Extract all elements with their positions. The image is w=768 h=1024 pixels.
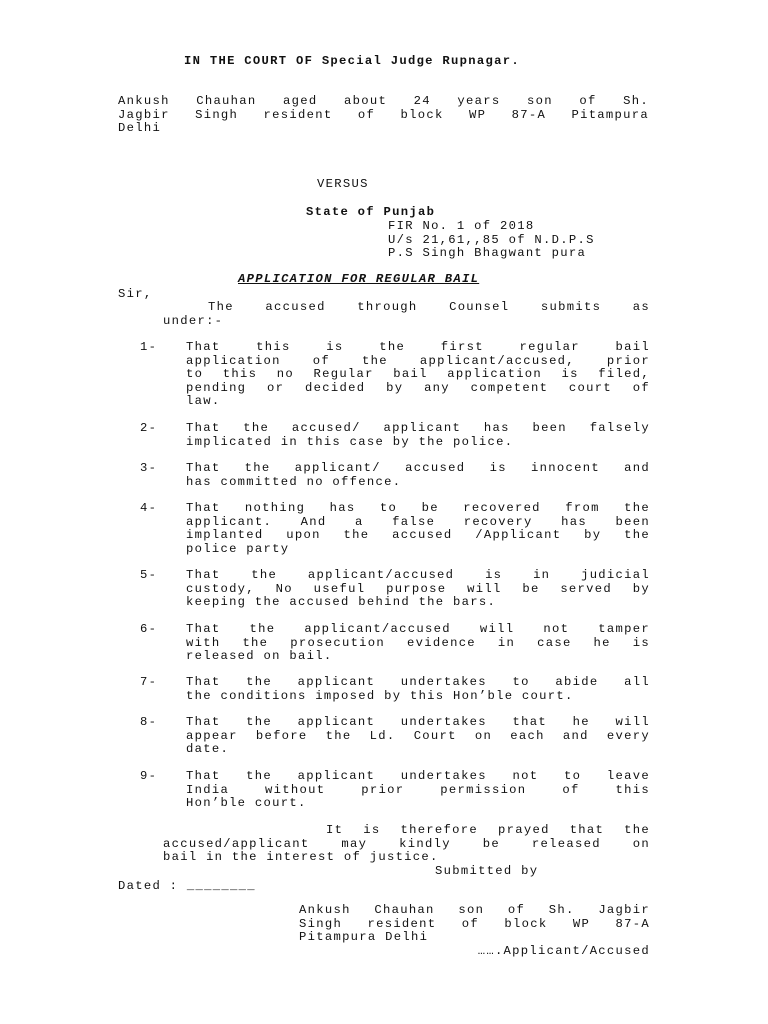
point-line: That the accused/ applicant has been falsely <box>186 421 650 435</box>
point-paragraph <box>186 676 650 703</box>
point-number: 3- <box>140 461 158 475</box>
prayer-line-1: It is therefore prayed that the <box>326 823 650 837</box>
point-line: Hon’ble court. <box>186 796 307 811</box>
case-details <box>388 220 595 261</box>
point-line: India without prior permission of this <box>186 782 650 797</box>
point-line: That the applicant undertakes not to leave <box>186 769 650 783</box>
point-number: 9- <box>140 769 158 783</box>
intro-paragraph <box>163 301 650 328</box>
petitioner-block <box>118 95 649 136</box>
point-paragraph <box>186 462 650 489</box>
point-line: keeping the accused behind the bars. <box>186 595 497 610</box>
point-line: with the prosecution evidence in case he is <box>186 635 650 650</box>
signature-line-4: …….Applicant/Accused <box>477 943 650 958</box>
point-paragraph <box>186 422 650 449</box>
dated-field: Dated : ________ <box>118 879 256 893</box>
point-paragraph <box>186 341 650 409</box>
point-line: implicated in this case by the police. <box>186 434 514 449</box>
point-number: 2- <box>140 421 158 435</box>
intro-line-1: The accused through Counsel submits as <box>208 300 650 314</box>
signature-line-2: Singh resident of block WP 87-A <box>299 916 650 931</box>
fir-number: FIR No. 1 of 2018 <box>388 219 535 233</box>
application-title: APPLICATION FOR REGULAR BAIL <box>238 272 480 286</box>
point-line: to this no Regular bail application is filed, <box>186 367 650 382</box>
point-line: custody, No useful purpose will be served by <box>186 581 650 596</box>
petitioner-line-2: Jagbir Singh resident of block WP 87-A Pitampura <box>118 107 649 122</box>
point-number: 6- <box>140 622 158 636</box>
versus-label: VERSUS <box>317 177 369 191</box>
point-line: has committed no offence. <box>186 474 402 489</box>
point-line: application of the applicant/accused, prior <box>186 353 650 368</box>
point-line: That nothing has to be recovered from the <box>186 501 650 515</box>
point-line: implanted upon the accused /Applicant by the <box>186 528 650 543</box>
petitioner-line-1: Ankush Chauhan aged about 24 years son of Sh. <box>118 94 649 108</box>
point-paragraph <box>186 716 650 757</box>
point-paragraph <box>186 623 650 664</box>
point-paragraph <box>186 569 650 610</box>
point-line: pending or decided by any competent court of <box>186 380 650 395</box>
point-line: date. <box>186 742 230 757</box>
point-line: police party <box>186 541 290 556</box>
prayer-line-2: accused/applicant may kindly be released on <box>163 836 650 851</box>
point-line: the conditions imposed by this Hon’ble court. <box>186 688 574 703</box>
signature-line-1: Ankush Chauhan son of Sh. Jagbir <box>299 903 650 917</box>
court-heading: IN THE COURT OF Special Judge Rupnagar. <box>184 54 520 68</box>
signature-line-3: Pitampura Delhi <box>299 930 429 945</box>
point-line: That the applicant/ accused is innocent and <box>186 461 650 475</box>
point-line: That the applicant undertakes that he will <box>186 715 650 729</box>
salutation: Sir, <box>118 287 153 301</box>
point-number: 7- <box>140 675 158 689</box>
point-paragraph <box>186 502 650 556</box>
case-sections: U/s 21,61,,85 of N.D.P.S <box>388 232 595 247</box>
submitted-by-label: Submitted by <box>435 864 539 878</box>
point-line: released on bail. <box>186 649 333 664</box>
point-paragraph <box>186 770 650 811</box>
point-line: That this is the first regular bail <box>186 340 650 354</box>
point-number: 5- <box>140 568 158 582</box>
prayer-paragraph <box>163 824 650 865</box>
point-line: That the applicant/accused is in judicial <box>186 568 650 582</box>
point-line: That the applicant/accused will not tamper <box>186 622 650 636</box>
point-line: law. <box>186 394 221 409</box>
respondent-name: State of Punjab <box>306 205 436 219</box>
signature-block <box>299 904 650 958</box>
point-line: That the applicant undertakes to abide all <box>186 675 650 689</box>
point-number: 1- <box>140 340 158 354</box>
petitioner-line-3: Delhi <box>118 121 162 136</box>
intro-line-2: under:- <box>163 313 224 328</box>
point-line: appear before the Ld. Court on each and every <box>186 728 650 743</box>
police-station: P.S Singh Bhagwant pura <box>388 246 587 261</box>
point-number: 8- <box>140 715 158 729</box>
point-number: 4- <box>140 501 158 515</box>
prayer-line-3: bail in the interest of justice. <box>163 850 439 865</box>
point-line: applicant. And a false recovery has been <box>186 514 650 529</box>
